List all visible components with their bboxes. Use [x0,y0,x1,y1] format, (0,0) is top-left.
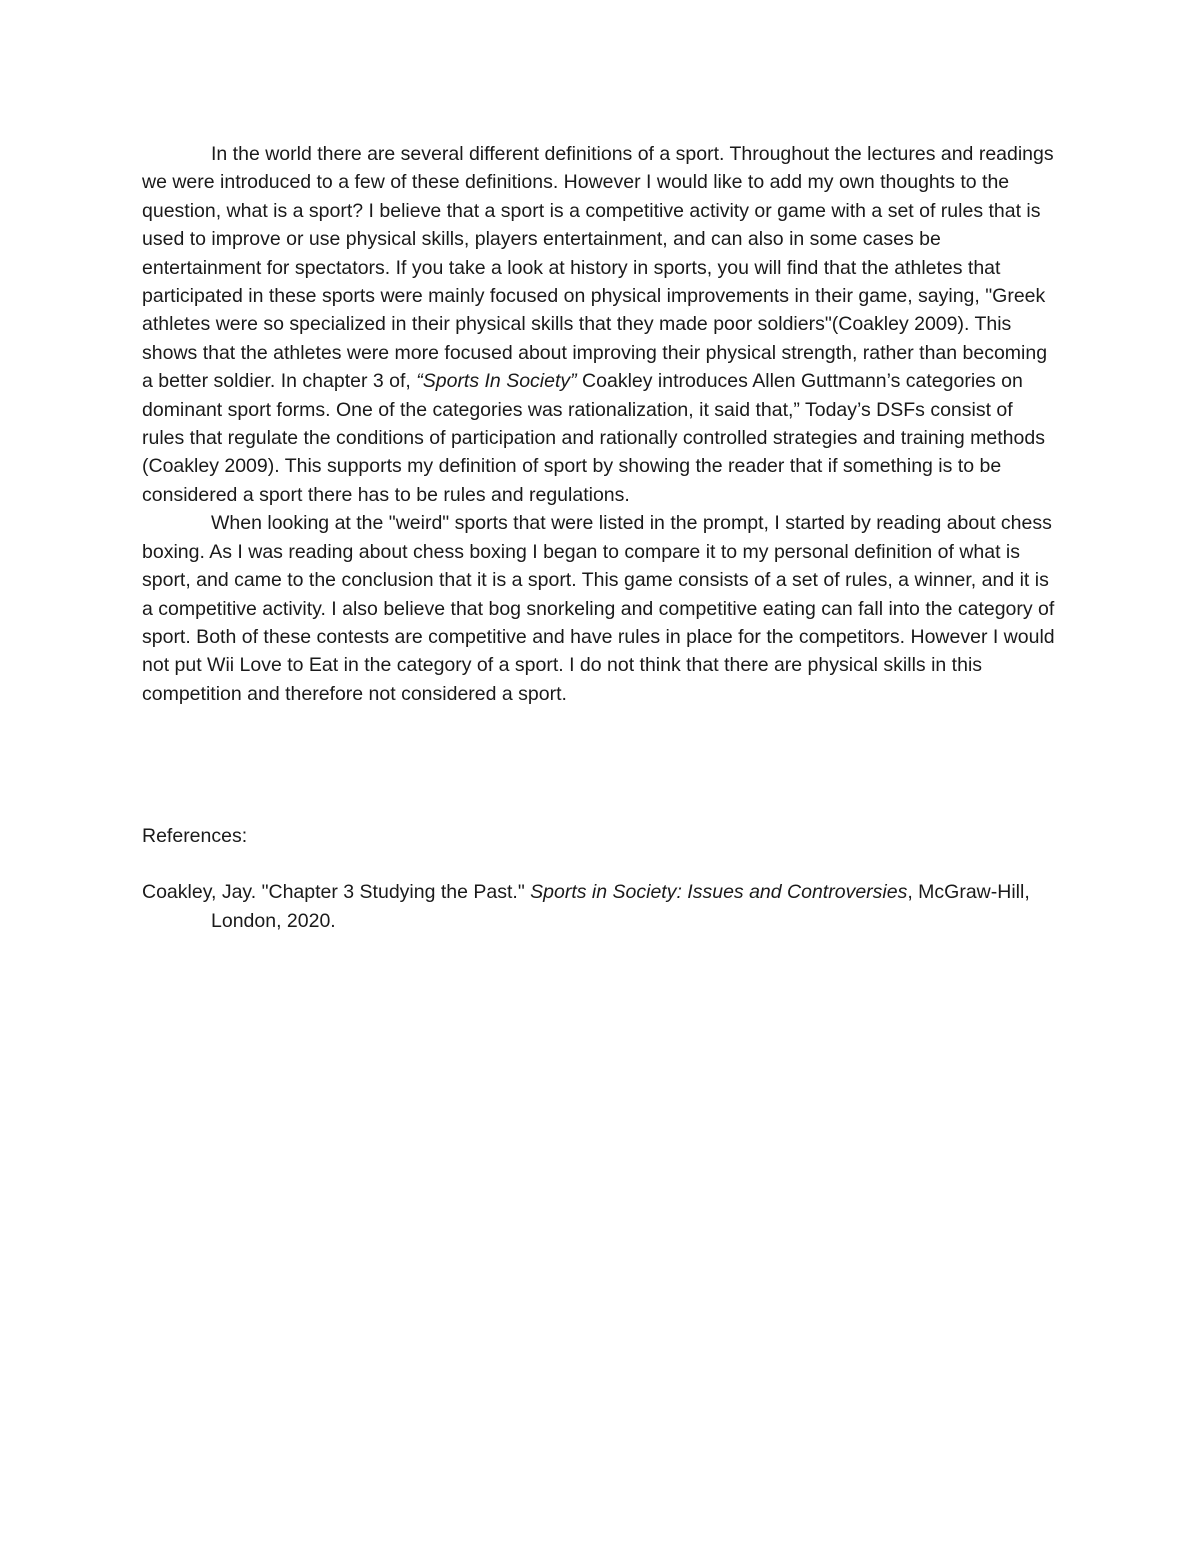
reference-book-title: Sports in Society: Issues and Controversies [530,881,908,904]
references-section [142,822,1058,935]
paragraph-1-text-start: In the world there are several different definitions of a sport. Throughout the lectures and readings we were introduced to a few of these definitions. However I would like to add my own thoughts to the question, what is a sport? I believe that a sport is a competitive activity or game with a set of rules that is used to improve or use physical skills, players entertainment, and can also in some cases be entertainment for spectators. If you take a look at history in sports, you will find that the athletes that participated in these sports were mainly focused on physical improvements in their game, saying, "Greek athletes were so specialized in their physical skills that they made poor soldiers"(Coakley 2009). This shows that the athletes were more focused about improving their physical strength, rather than becoming a better soldier. In chapter 3 of, [142,143,1054,393]
reference-author-title: Coakley, Jay. "Chapter 3 Studying the Past." [142,881,531,904]
book-title-italic: “Sports In Society” [416,370,577,393]
references-heading: References: [142,825,248,847]
reference-publisher: , McGraw-Hill, London, 2020. [211,881,1030,932]
paragraph-1 [142,140,1058,509]
paragraph-2: When looking at the "weird" sports that were listed in the prompt, I started by reading about chess boxing. As I was reading about chess boxing I began to compare it to my personal definition of what is sport, and came to the conclusion that it is a sport. This game consists of a set of rules, a winner, and it is a competitive activity. I also believe that bog snorkeling and competitive eating can fall into the category of sport. Both of these contests are competitive and have rules in place for the competitors. However I would not put Wii Love to Eat in the category of a sport. I do not think that there are physical skills in this competition and therefore not considered a sport. [142,512,1055,705]
essay-body [142,140,1058,708]
paragraph-1-text-end: Coakley introduces Allen Guttmann’s categories on dominant sport forms. One of the categories was rationalization, it said that,” Today’s DSFs consist of rules that regulate the conditions of participation and rationally controlled strategies and training methods (Coakley 2009). This supports my definition of sport by showing the reader that if something is to be considered a sport there has to be rules and regulations. [142,370,1045,506]
reference-entry [142,878,1058,935]
